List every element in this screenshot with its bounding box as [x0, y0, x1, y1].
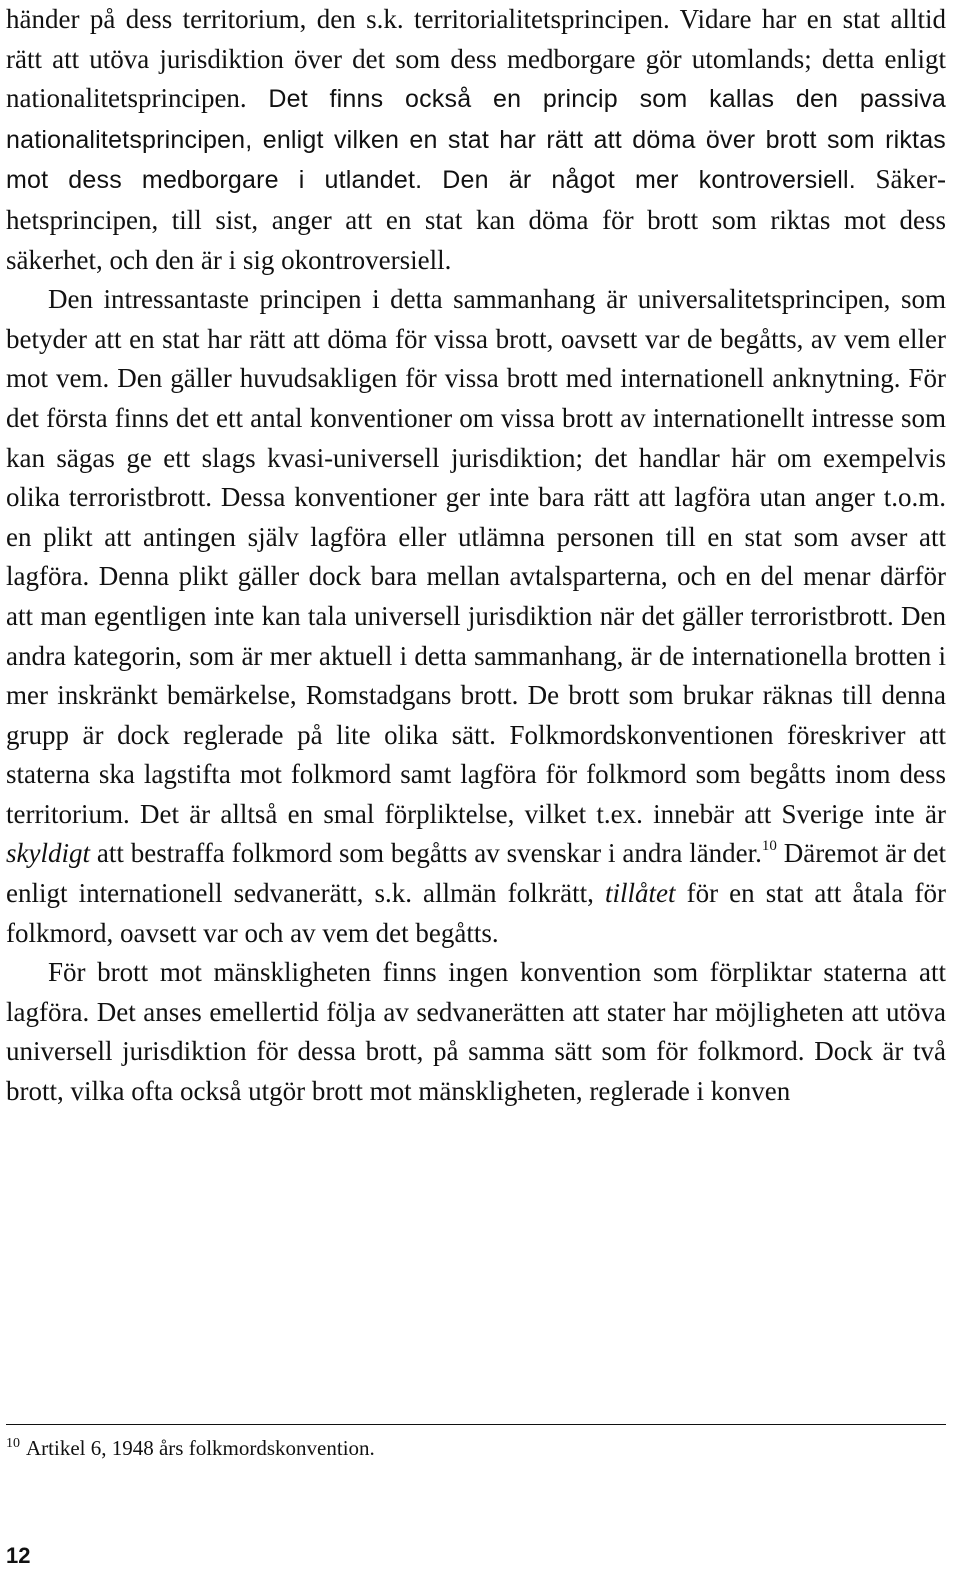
page-number: 12: [6, 1543, 31, 1568]
footnote: [6, 1434, 375, 1462]
paragraph-1-part-2: Det finns också en princip som kallas den passiva nationalitetsprincipen, enligt vilken en stat har rätt att döma över brott som riktas mot dess medborgare i utlandet. Den är något mer kontroversiell.: [6, 85, 946, 195]
paragraph-2-part-1: Den intressantaste principen i detta sammanhang är universalitetsprincipen, som betyder att en stat har rätt att döma för vissa brott, oavsett var de begåtts, av vem eller mot vem. Den gäller huvudsakligen för vissa brott med internationell anknytning. För det första finns det ett antal konventioner om vissa brott av internationellt intresse som kan sägas ge ett slags kvasi-universell jurisdiktion; det handlar här om exempelvis olika terroristbrott. Dessa konventioner ger inte bara rätt att lagföra utan anger t.o.m. en plikt att antingen själv lagföra eller utlämna personen till en stat som avser att lagföra. Denna plikt gäller dock bara mellan avtalsparterna, och en del menar därför att man egentligen inte kan tala universell jurisdiktion när det gäller terroristbrott. Den andra kategorin, som är mer aktuell i detta sammanhang, är de internationella brotten i mer inskränkt bemärkelse, Romstadgans brott. De brott som brukar räknas till denna grupp är dock reglerade på lite olika sätt. Folkmordskonventionen föreskriver att staterna ska lagstifta mot folkmord samt lagföra för folkmord som begåtts inom dess territorium. Det är alltså en smal förpliktelse, vilket t.ex. innebär att Sverige inte är: [6, 284, 946, 829]
paragraph-1-part-1: händer på dess territorium, den s.k. territorialitetsprincipen. Vidare har en stat alltid rätt att utöva jurisdiktion över det som dess medborgare gör utomlands; detta enligt nationalitetsprincipen.: [6, 4, 946, 114]
paragraph-3-text: För brott mot mänskligheten finns ingen konvention som förpliktar staterna att lagföra. Det anses emellertid följa av sedvanerätten att stater har möjligheten att utöva universell jurisdiktion för dessa brott, på samma sätt som för folkmord. Dock är två brott, vilka ofta också utgör brott mot mänskligheten, reglerade i konven: [6, 957, 946, 1107]
footnote-reference[interactable]: 10: [761, 838, 777, 855]
paragraph-3: [6, 953, 946, 1111]
paragraph-2-part-2: att bestraffa folkmord som begåtts av svenskar i andra länder.: [89, 838, 762, 869]
paragraph-1: [6, 0, 946, 280]
body-text: [6, 0, 946, 1112]
footnote-number: 10: [6, 1436, 20, 1451]
document-page: [6, 0, 946, 1586]
paragraph-2-part-3: Däremot är det enligt internationell sedvanerätt, s.k. allmän folkrätt,: [6, 838, 947, 909]
footnote-divider: [6, 1424, 946, 1425]
paragraph-1-part-3: Säkerhetsprincipen, till sist, anger att en stat kan döma för brott som riktas mot dess säkerhet, och den är i sig okontroversiell.: [6, 164, 946, 275]
footnote-text: Artikel 6, 1948 års folkmordskonvention.: [26, 1436, 375, 1460]
emphasis-skyldigt: skyldigt: [6, 838, 90, 869]
emphasis-tillatet: tillåtet: [604, 878, 676, 909]
paragraph-2-part-4: för en stat att åtala för folkmord, oavsett var och av vem det begåtts.: [6, 878, 946, 948]
paragraph-2: [6, 280, 946, 953]
